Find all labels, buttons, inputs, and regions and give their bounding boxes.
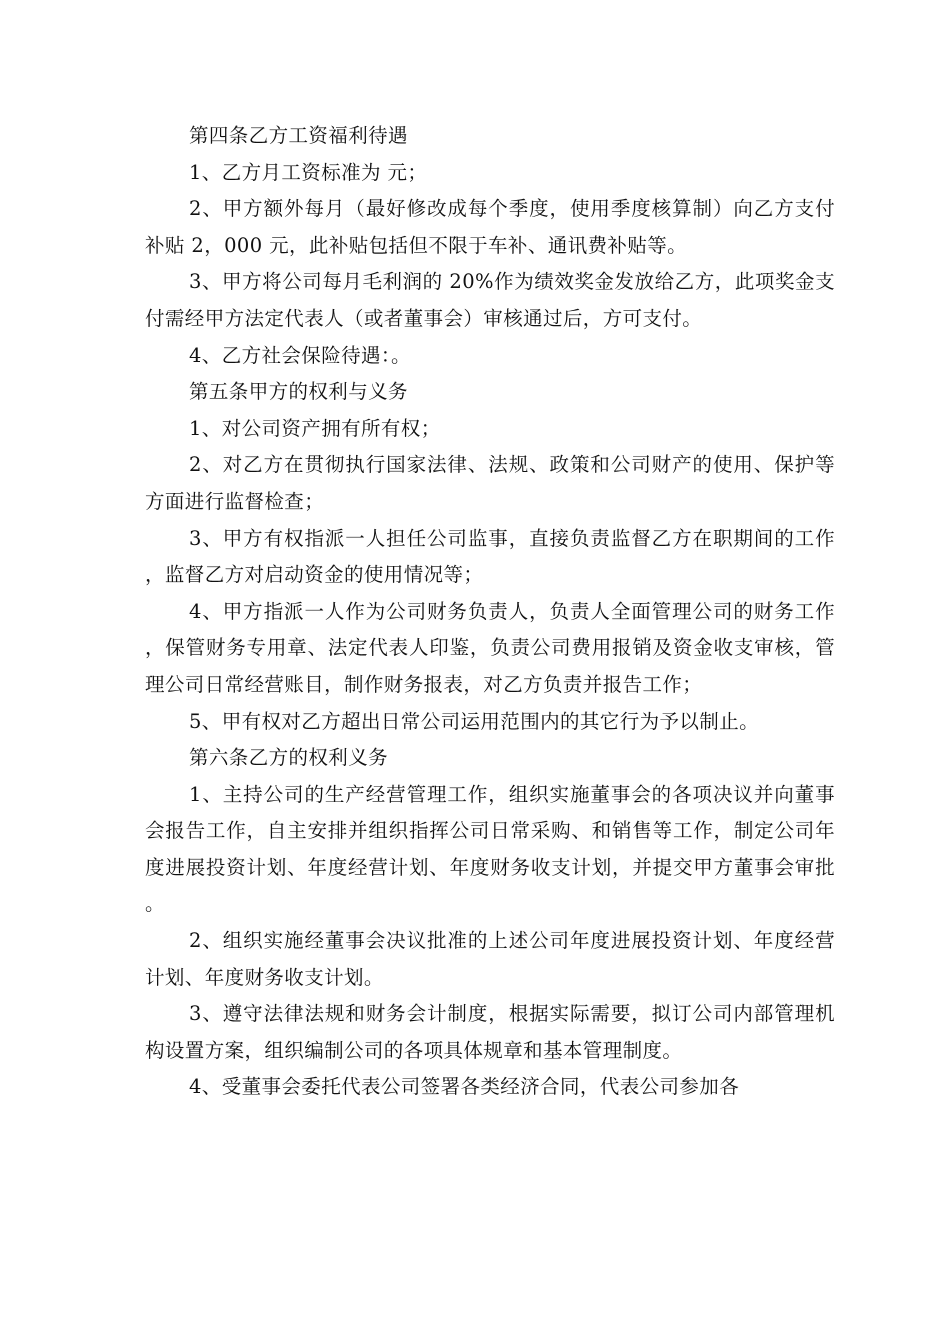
clause-6-1: 1、主持公司的生产经营管理工作，组织实施董事会的各项决议并向董事会报告工作，自主安排并组织指挥公司日常采购、和销售等工作，制定公司年度进展投资计划、年度经营计划、年度财务收支计划，并提交甲方董事会审批。 [145, 782, 835, 916]
section-heading-6: 第六条乙方的权利义务 [189, 746, 389, 770]
clause-5-4: 4、甲方指派一人作为公司财务负责人，负责人全面管理公司的财务工作，保管财务专用章、法定代表人印鉴，负责公司费用报销及资金收支审核，管理公司日常经营账目，制作财务报表，对乙方负责并报告工作； [145, 599, 835, 696]
section-heading-5: 第五条甲方的权利与义务 [189, 380, 408, 404]
clause-4-3: 3、甲方将公司每月毛利润的 20%作为绩效奖金发放给乙方，此项奖金支付需经甲方法定代表人（或者董事会）审核通过后，方可支付。 [145, 270, 835, 330]
clause-4-1: 1、乙方月工资标准为 元； [189, 160, 428, 184]
document-body [145, 118, 835, 1106]
section-heading-4: 第四条乙方工资福利待遇 [189, 124, 408, 147]
clause-4-4: 4、乙方社会保险待遇：。 [189, 343, 411, 367]
clause-6-4: 4、受董事会委托代表公司签署各类经济合同，代表公司参加各 [189, 1075, 740, 1099]
clause-4-2: 2、甲方额外每月（最好修改成每个季度，使用季度核算制）向乙方支付补贴 2，000 元，此补贴包括但不限于车补、通讯费补贴等。 [145, 197, 835, 257]
clause-6-2: 2、组织实施经董事会决议批准的上述公司年度进展投资计划、年度经营计划、年度财务收支计划。 [145, 929, 835, 989]
clause-5-1: 1、对公司资产拥有所有权； [189, 416, 441, 440]
clause-6-3: 3、遵守法律法规和财务会计制度，根据实际需要，拟订公司内部管理机构设置方案，组织编制公司的各项具体规章和基本管理制度。 [145, 1002, 835, 1062]
clause-5-3: 3、甲方有权指派一人担任公司监事，直接负责监督乙方在职期间的工作，监督乙方对启动资金的使用情况等； [145, 526, 835, 587]
clause-5-2: 2、对乙方在贯彻执行国家法律、法规、政策和公司财产的使用、保护等方面进行监督检查； [145, 453, 835, 513]
clause-5-5: 5、甲有权对乙方超出日常公司运用范围内的其它行为予以制止。 [189, 709, 760, 733]
